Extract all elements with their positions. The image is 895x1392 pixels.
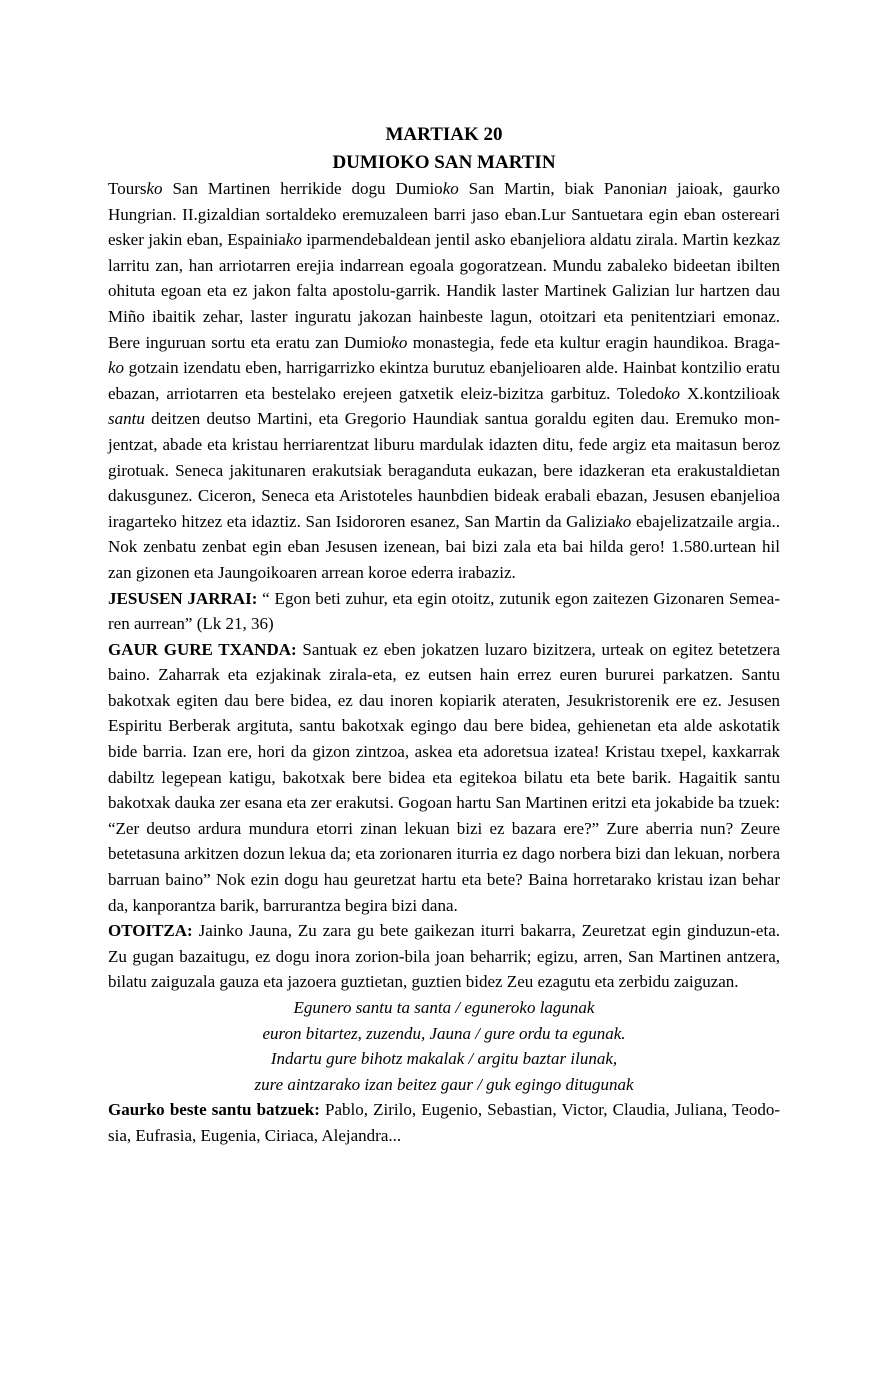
other-saints-label: Gaurko beste santu batzuek: (108, 1100, 320, 1120)
intro-text-5: iparmendebaldean jentil asko ebanjeliora aldatu zirala. Martin kezkaz larritu zan, han arriotarren erejia indarrean egoala gogoratzean. Mundu zabaleko bideetan ibilten ohituta egoan eta ez jakon falta apostolu-garrik. Handik laster Martinek Galizian lur hartzen dau Miño ibaitik zehar, laster inguratu jakozan hainbeste lagun, otoitzari eta penitentziari emonaz. Bere inguruan sortu eta eratu zan Dumio (108, 230, 780, 352)
jesusen-jarrai-text: “ Egon beti zuhur, eta egin otoitz, zutunik egon zaitezen Gizonaren Semea-ren aurrean” (Lk 21, 36) (108, 588, 780, 634)
intro-text-6: monastegia, fede eta kultur eragin haundikoa. Braga- (407, 332, 781, 352)
intro-italic-1: ko (146, 179, 163, 198)
verse-line: Egunero santu ta santa / eguneroko lagunak (293, 998, 595, 1017)
intro-italic-8: santu (108, 409, 145, 429)
intro-italic-2: ko (442, 179, 459, 198)
intro-text-4: jaioak, gaurko Hungrian. II.gizaldian sortaldeko eremuzaleen barri jaso eban.Lur Santuetara egin eban ostereari esker jakin eban, Espainia (108, 179, 780, 250)
other-saints-text: Pablo, Zirilo, Eugenio, Sebastian, Victor, Claudia, Juliana, Teodo-sia, Eufrasia, Eugenia, Ciriaca, Alejandra... (108, 1100, 780, 1145)
intro-text-2: San Martinen herrikide dogu Dumio (162, 179, 443, 198)
other-saints-section (108, 1097, 780, 1148)
verse-line: zure aintzarako izan beitez gaur / guk egingo ditugunak (254, 1074, 634, 1094)
intro-text-9: deitzen deutso Martini, eta Gregorio Haundiak santua goraldu egiten dau. Eremuko mon-jentzat, abade eta kristau herriarentzat liburu mardulak idazten ditu, fede argiz eta maitasun beroz girotuak. Seneca jakitunaren erakutsiak beraganduta eukazan, bere idazkeran eta erakustaldietan dakusgunez. Ciceron, Seneca eta Aristoteles haunbdien bideak erabali ebazan, Jesusen ebanjelioa iragarteko hitzez eta idaztiz. San Isidororen esanez, San Martin da Galizia (108, 409, 780, 531)
jesusen-jarrai-label: JESUSEN JARRAI: (108, 588, 258, 608)
otoitza-section (108, 918, 780, 995)
verse-line: euron bitartez, zuzendu, Jauna / gure ordu ta egunak. (262, 1023, 626, 1043)
intro-text-10: ebajelizatzaile argia.. Nok zenbatu zenbat egin eban Jesusen izenean, bai bizi zala eta bai hilda gero! 1.580.urtean hil zan gizonen eta Jaungoikoaren arrean koroe ederra irabaziz. (108, 511, 781, 582)
gaur-gure-txanda-label: GAUR GURE TXANDA: (108, 639, 297, 659)
intro-italic-6: ko (108, 358, 125, 378)
intro-text-3: San Martin, biak Panonia (458, 179, 659, 198)
jesusen-jarrai-section (108, 586, 780, 637)
gaur-gure-txanda-text: Santuak ez eben jokatzen luzaro bizitzera, urteak on egitez betetzera baino. Zaharrak eta ezjakinak zirala-eta, ez eutsen hain errez euren bururei parkatzen. Santu bakotxak egiten dau bere bidea, ez dau inoren kopiarik ateraten, Jesukristorenik ere ez. Jesusen Espiritu Berberak argituta, santu bakotxak egingo dau bere bidea, gehienetan eta alde askotatik bide barria. Izan ere, hori da gizon zintzoa, askea eta adoretsua izatea! Kristau txepel, kaxkarrak dabiltz legepean katigu, bakotxak bere bidea eta egitekoa bilatu eta bete barik. Hagaitik santu bakotxak dauka zer esana eta zer erakutsi. Gogoan hartu San Martinen eritzi eta jokabide ba tzuek: “Zer deutso ardura mundura etorri zinan lekuan bizi ez bazara ere?” Zure aberria nun? Zeure betetasuna arkitzen dozun lekua da; eta zorionaren iturria ez dago norbera bizi dan lekuan, norbera barruan baino” Nok ezin dogu hau geuretzat hartu eta bete? Baina horretarako kristau izan behar da, kanporantza barik, barrurantza begira bizi dana. (108, 639, 780, 915)
verse-line: Indartu gure bihotz makalak / argitu baztar ilunak, (270, 1049, 618, 1069)
date-heading: MARTIAK 20 (385, 124, 503, 145)
prayer-verse (108, 995, 780, 1097)
intro-paragraph (108, 176, 780, 586)
document-page (108, 122, 780, 1149)
intro-text-1: Tours (108, 179, 147, 198)
otoitza-label: OTOITZA: (108, 921, 193, 941)
intro-italic-7: ko (664, 383, 681, 403)
intro-italic-3: n (658, 179, 668, 198)
intro-text-8: X.kontzilioak (680, 383, 780, 403)
saint-title: DUMIOKO SAN MARTIN (332, 152, 556, 173)
otoitza-text: Jainko Jauna, Zu zara gu bete gaikezan iturri bakarra, Zeuretzat egin ginduzun-eta. Zu gugan bazaitugu, ez dogu inora zorion-bila joan beharrik; egizu, arren, San Martinen antzera, bilatu zaiguzala gauza eta jazoera guztietan, guztien bidez Zeu ezagutu eta zerbidu zaiguzan. (108, 921, 780, 992)
intro-italic-5: ko (391, 332, 408, 352)
intro-text-7: gotzain izendatu eben, harrigarrizko ekintza burutuz ebanjelioaren alde. Hainbat kontzilio eratu ebazan, arriotarren eta bestelako erejeen gatxetik eleiz-bizitza garbituz. Toledo (108, 358, 780, 403)
intro-italic-4: ko (285, 230, 302, 250)
intro-italic-9: ko (615, 511, 632, 531)
gaur-gure-txanda-section (108, 637, 780, 919)
